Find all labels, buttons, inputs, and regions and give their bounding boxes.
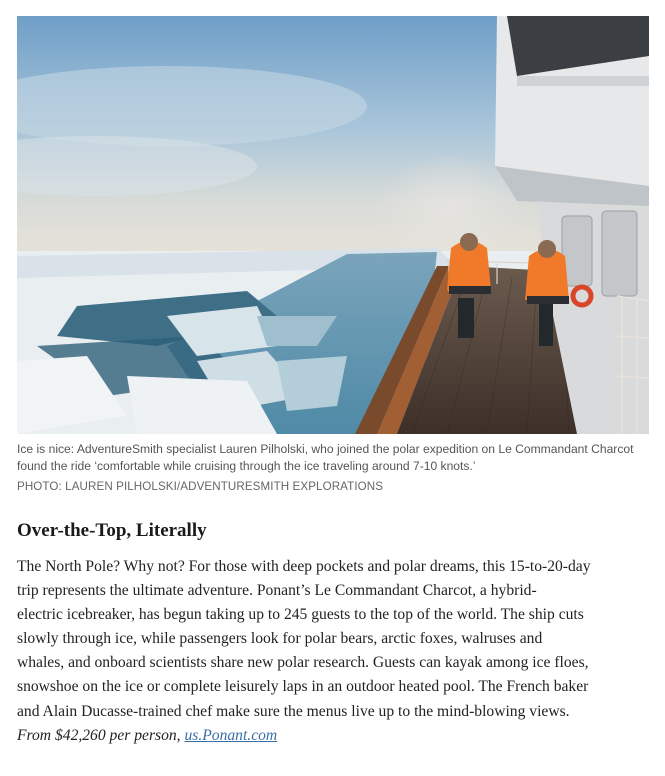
body-line: snowshoe on the ice or complete leisurely laps in an outdoor heated pool. The French baker (17, 678, 589, 696)
photo-credit: PHOTO: LAUREN PILHOLSKI/ADVENTURESMITH EXPLORATIONS (17, 480, 384, 493)
body-line: slowly through ice, while passengers look for polar bears, arctic foxes, walruses and (17, 630, 543, 648)
ponant-link[interactable]: us.Ponant.com (184, 726, 278, 744)
price-text: From $42,260 per person, (17, 726, 181, 744)
body-line: whales, and onboard scientists share new polar research. Guests can kayak among ice floes, (17, 654, 589, 672)
article-body (17, 555, 653, 748)
caption-line: found the ride ‘comfortable while cruising through the ice traveling around 7-10 knots.’ (17, 459, 476, 473)
body-line: trip represents the ultimate adventure. Ponant’s Le Commandant Charcot, a hybrid- (17, 582, 537, 600)
section-heading: Over-the-Top, Literally (17, 520, 207, 541)
body-line: The North Pole? Why not? For those with deep pockets and polar dreams, this 15-to-20-day (17, 558, 591, 575)
body-line: and Alain Ducasse-trained chef make sure the menus live up to the mind-blowing views. (17, 702, 570, 720)
caption-line: Ice is nice: AdventureSmith specialist Lauren Pilholski, who joined the polar expedition on Le Commandant Charcot (17, 442, 634, 456)
price-line (17, 724, 653, 748)
article-photo (17, 16, 649, 434)
ship-ice-illustration (17, 16, 649, 434)
body-line: electric icebreaker, has begun taking up to 245 guests to the top of the world. The ship cuts (17, 606, 584, 624)
photo-caption (17, 441, 657, 475)
